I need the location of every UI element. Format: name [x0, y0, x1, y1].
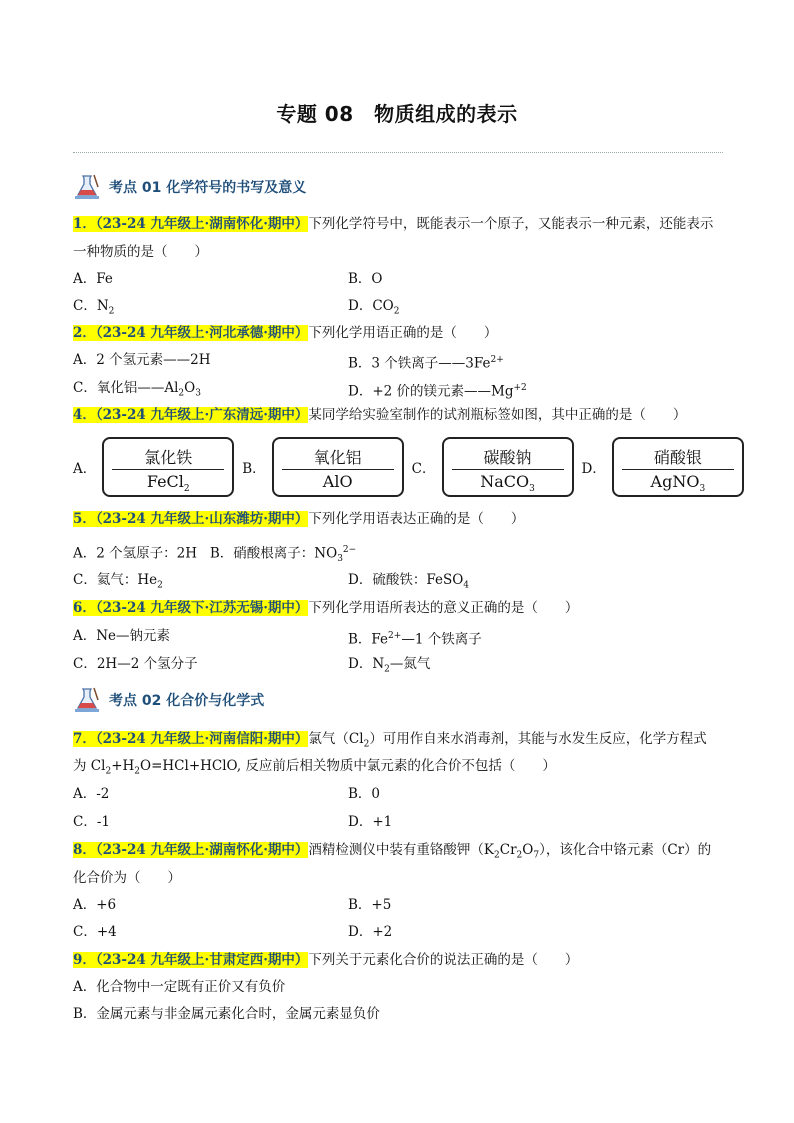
page-title: 专题 08 物质组成的表示: [276, 102, 518, 126]
option-4b-letter: B．: [242, 461, 266, 477]
question-8-line-1: 8．（23-24 九年级上·湖南怀化·期中）酒精检测仪中装有重铬酸钾$(K_2Cr_2O_7)$，该化合中铬元素（Cr）的: [73, 842, 712, 861]
option-5c: C．氦气：$He_2$: [73, 572, 163, 591]
option-8d: D．+2: [348, 924, 393, 940]
question-8-line-2: 化合价为（ ）: [73, 870, 181, 886]
question-9-line: 9．（23-24 九年级上·甘肃定西·期中）下列关于元素化合价的说法正确的是（ ）: [73, 952, 579, 968]
section-title: 考点 02 化合价与化学式: [109, 693, 265, 709]
reagent-label-a: 氯化铁 FeCl$_2$: [102, 437, 234, 497]
option-6b: B．$Fe^{2+}—1$ 个铁离子: [348, 631, 482, 648]
option-4d-letter: D．: [581, 461, 606, 477]
option-7b: B．0: [348, 786, 381, 802]
option-5d: D．硫酸铁：FeSO$_4$: [348, 572, 469, 591]
option-1b: B．O: [348, 271, 383, 287]
question-7-line-1: 7．（23-24 九年级上·河南信阳·期中）氯气$(Cl_2)$可用作自来水消毒剂，其能与水发生反应，化学方程式: [73, 731, 707, 750]
option-5ab: A．2 个氢原子：2H B．硝酸根离子：$NO_3^{2-}$: [73, 545, 357, 565]
option-6d: D．$N_2—$氮气: [348, 656, 431, 675]
option-8c: C．+4: [73, 924, 117, 940]
option-2a: A．2 个氢元素——2H: [73, 352, 211, 368]
option-1a: A．Fe: [73, 271, 113, 287]
section-header-01: [73, 172, 306, 202]
reagent-label-c: 碳酸钠 NaCO$_3$: [442, 437, 574, 497]
section-header-02: [73, 685, 264, 715]
flask-icon: [73, 173, 101, 201]
question-1-stem: 下列化学符号中，既能表示一个原子，又能表示一种元素，还能表示: [308, 216, 714, 232]
option-1d: D．$CO_2$: [348, 298, 400, 317]
question-2-line: 2．（23-24 九年级上·河北承德·期中）下列化学用语正确的是（ ）: [73, 325, 498, 341]
question-4-line: 4．（23-24 九年级上·广东清远·期中）某同学给实验室制作的试剂瓶标签如图，其中正确的是（ ）: [73, 407, 687, 423]
question-1-tag: 1．（23-24 九年级上·湖南怀化·期中）: [73, 216, 309, 232]
section-title: 考点 01 化学符号的书写及意义: [109, 180, 307, 196]
option-2b: B．3 个铁离子$——3Fe^{2+}$: [348, 355, 504, 372]
question-2-tag: 2．（23-24 九年级上·河北承德·期中）: [73, 325, 309, 341]
question-6-line: 6．（23-24 九年级下·江苏无锡·期中）下列化学用语所表达的意义正确的是（ ）: [73, 600, 579, 616]
option-6c: C．2H—2 个氢分子: [73, 656, 198, 672]
title-divider: [73, 152, 723, 153]
question-4-options: [73, 437, 752, 497]
question-8-tag: 8．（23-24 九年级上·湖南怀化·期中）: [73, 842, 309, 858]
option-7c: C．-1: [73, 814, 110, 830]
question-4-tag: 4．（23-24 九年级上·广东清远·期中）: [73, 407, 309, 423]
option-7a: A．-2: [73, 786, 110, 802]
reagent-label-b: 氧化铝 AlO: [272, 437, 404, 497]
option-1c: C．$N_2$: [73, 298, 115, 317]
option-8a: A．+6: [73, 897, 117, 913]
option-4a-letter: A．: [73, 461, 97, 477]
question-5-tag: 5．（23-24 九年级上·山东潍坊·期中）: [73, 511, 309, 527]
option-7d: D．+1: [348, 814, 393, 830]
question-6-tag: 6．（23-24 九年级下·江苏无锡·期中）: [73, 600, 309, 616]
option-2d: D．+2 价的镁元素$——Mg^{+2}$: [348, 383, 527, 400]
question-7-line-2: 为 $Cl_2+H_2O=HCl+HClO$, 反应前后相关物质中氯元素的化合价不包括（ ）: [73, 758, 556, 777]
reagent-label-d: 硝酸银 AgNO$_3$: [612, 437, 744, 497]
question-1-line-2: 一种物质的是（ ）: [73, 244, 208, 260]
question-9-tag: 9．（23-24 九年级上·甘肃定西·期中）: [73, 952, 309, 968]
option-2c: C．氧化铝$——Al_2O_3$: [73, 380, 201, 399]
option-4c-letter: C．: [411, 461, 436, 477]
question-7-tag: 7．（23-24 九年级上·河南信阳·期中）: [73, 731, 309, 747]
option-6a: A．Ne—钠元素: [73, 628, 171, 644]
option-8b: B．+5: [348, 897, 392, 913]
question-5-line: 5．（23-24 九年级上·山东潍坊·期中）下列化学用语表达正确的是（ ）: [73, 511, 525, 527]
question-1-line-1: [73, 214, 713, 234]
flask-icon: [73, 686, 101, 714]
option-9a: A．化合物中一定既有正价又有负价: [73, 979, 286, 995]
option-9b: B．金属元素与非金属元素化合时，金属元素显负价: [73, 1006, 380, 1022]
